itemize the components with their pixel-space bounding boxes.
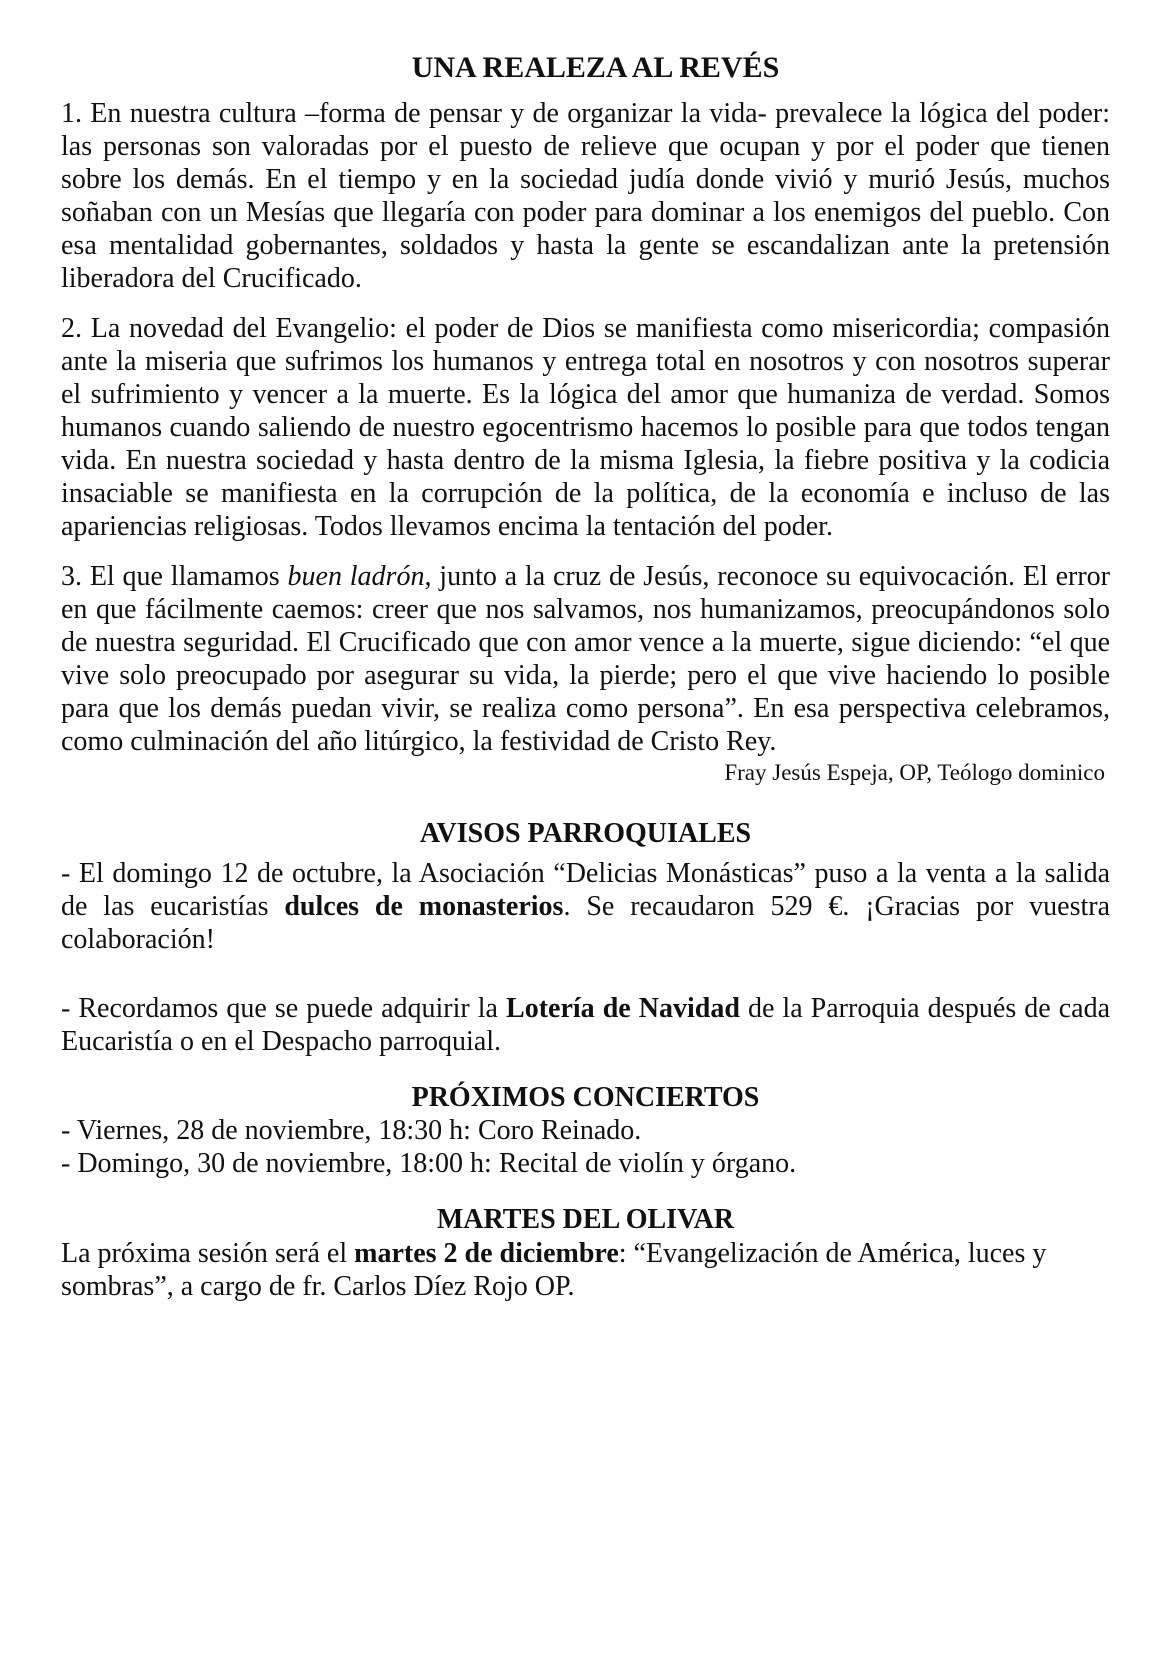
aviso-1-start: - El domingo 12 de octubre, la Asociación “Delicias Monásticas” puso a la venta a la salida de las eucaristías <box>61 857 1110 922</box>
olivar-text <box>61 1237 1110 1303</box>
aviso-2-bold: Lotería de Navidad <box>506 992 740 1024</box>
reflection-paragraph-1: 1. En nuestra cultura –forma de pensar y de organizar la vida- prevalece la lógica del poder: las personas son valoradas por el puesto de relieve que ocupan y por el poder que tienen sobre los demás. En el tiempo y en la sociedad judía donde vivió y murió Jesús, muchos soñaban con un Mesías que llegaría con poder para dominar a los enemigos del pueblo. Con esa mentalidad gobernantes, soldados y hasta la gente se escandalizan ante la pretensión liberadora del Crucificado. <box>61 98 1110 294</box>
paragraph-3-end: , junto a la cruz de Jesús, reconoce su equivocación. El error en que fácilmente caemos: creer que nos salvamos, nos humanizamos, preocupándonos solo de nuestra seguridad. El Crucificado que con amor vence a la muerte, sigue diciendo: “el que vive solo preocupado por asegurar su vida, la pierde; pero el que vive haciendo lo posible para que los demás puedan vivir, se realiza como persona”. En esa perspectiva celebramos, como culminación del año litúrgico, la festividad de Cristo Rey. <box>61 561 1110 757</box>
conciertos-list <box>61 1114 1110 1180</box>
olivar-start: La próxima sesión será el <box>61 1237 355 1269</box>
reflection-paragraph-2: 2. La novedad del Evangelio: el poder de Dios se manifiesta como misericordia; compasión ante la miseria que sufrimos los humanos y entrega total en nosotros y con nosotros superar el sufrimiento y vencer a la muerte. Es la lógica del amor que humaniza de verdad. Somos humanos cuando saliendo de nuestro egocentrismo hacemos lo posible para que todos tengan vida. En nuestra sociedad y hasta dentro de la misma Iglesia, la fiebre positiva y la codicia insaciable se manifiesta en la corrupción de la política, de la economía e incluso de las apariencias religiosas. Todos llevamos encima la tentación del poder. <box>61 313 1110 542</box>
aviso-item-loteria <box>61 992 1110 1058</box>
olivar-date-bold: martes 2 de diciembre <box>354 1237 619 1269</box>
aviso-2-start: - Recordamos que se puede adquirir la <box>61 992 507 1024</box>
buen-ladron-italic: buen ladrón <box>287 561 425 592</box>
olivar-heading: MARTES DEL OLIVAR <box>436 1204 735 1236</box>
aviso-1-end: . Se recaudaron 529 €. ¡Gracias por vuestra colaboración! <box>61 890 1110 955</box>
aviso-2-end: de la Parroquia después de cada Eucaristía o en el Despacho parroquial. <box>61 992 1111 1057</box>
page-title: UNA REALEZA AL REVÉS <box>411 51 780 84</box>
olivar-end: : “Evangelización de América, luces y sombras”, a cargo de fr. Carlos Díez Rojo OP. <box>61 1237 1047 1302</box>
aviso-item-dulces <box>61 857 1110 956</box>
concierto-item: - Domingo, 30 de noviembre, 18:00 h: Recital de violín y órgano. <box>61 1148 797 1180</box>
aviso-1-bold: dulces de monasterios <box>284 890 564 922</box>
concierto-item: - Viernes, 28 de noviembre, 18:30 h: Coro Reinado. <box>61 1115 642 1147</box>
author-signature: Fray Jesús Espeja, OP, Teólogo dominico <box>724 760 1105 785</box>
paragraph-3-start: 3. El que llamamos <box>61 561 288 592</box>
avisos-heading: AVISOS PARROQUIALES <box>419 818 752 849</box>
conciertos-heading: PRÓXIMOS CONCIERTOS <box>411 1081 760 1113</box>
bulletin-page <box>61 50 1110 1303</box>
reflection-paragraph-3 <box>61 560 1110 758</box>
